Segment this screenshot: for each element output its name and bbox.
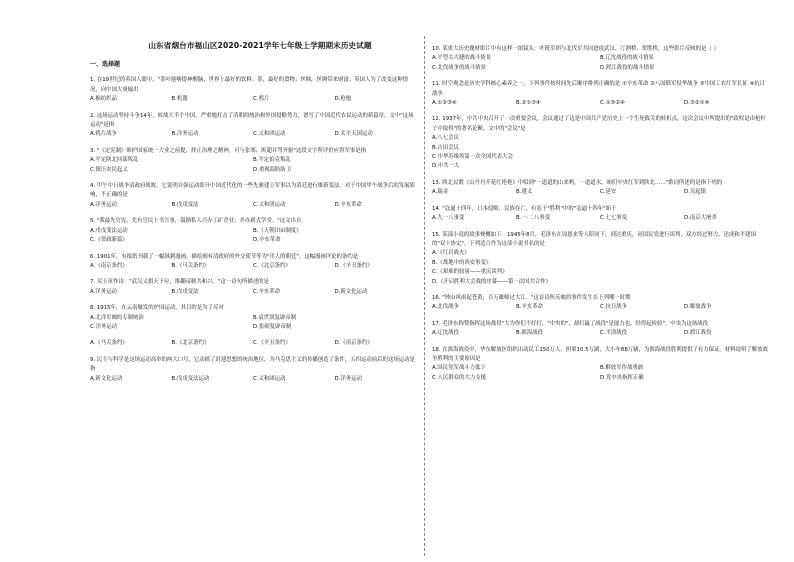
option-group xyxy=(90,339,416,348)
answer-option: C.辛亥革命 xyxy=(253,288,281,295)
answer-option: B.《战地中的西安事变》 xyxy=(432,259,492,266)
question-stem: 4. 甲午中日战争清政府战败，它说明自强运动即开中国近代化的一些先驱建立军事以为清廷进行维新变法。对于中国甲午战争后的发展影响，不正确的是 xyxy=(90,183,415,199)
answer-option: D.《辛丑条约》 xyxy=(334,262,373,269)
question xyxy=(90,253,416,272)
question xyxy=(432,80,768,108)
answer-option: D.洋务运动 xyxy=(334,375,362,382)
answer-option: A.《红岩战火》 xyxy=(432,250,470,257)
answer-option: A.北伐战争 xyxy=(432,304,459,311)
option-group xyxy=(90,201,416,210)
option-group xyxy=(90,375,416,384)
exam-title: 山东省烟台市福山区2020-2021学年七年级上学期期末历史试题 xyxy=(148,41,372,50)
right-column xyxy=(432,38,768,383)
question-stem: 10. 某重大历史题材影片中有这样一组镜头：叶挺军团与北伐军共同进攻武汉、汀泗桥、贺胜桥，这些影片反映的是（ ） xyxy=(432,46,719,52)
answer-option: C.洋务运动 xyxy=(90,323,118,330)
question xyxy=(432,205,768,224)
answer-option: C.义和团运动 xyxy=(253,201,286,208)
option-group xyxy=(432,54,768,73)
question-stem: 5. "我最先官宪，先有官民上书言事，鼓励私人兴办工矿企业；并办新式学堂。"这文出自 xyxy=(90,218,302,225)
question-stem: 2. 这场运动坚持斗争14年，转战大半个中国，严重地打击了清朝的统治和外国侵略势力，谱写了中国近代农民运动的新篇章。文中"这场运动"是指 xyxy=(90,112,414,129)
answer-option: D.《开启胜利大会战的序幕——第一次国共合作》 xyxy=(432,278,552,285)
answer-option: C.抗日战争 xyxy=(600,304,628,311)
answer-option: A.《马关条约》 xyxy=(90,340,128,347)
answer-option: D.辛亥革命 xyxy=(334,201,362,208)
answer-option: B.《马关条约》 xyxy=(171,262,210,269)
answer-option: C.《北京条约》 xyxy=(253,262,291,269)
question xyxy=(90,304,416,332)
answer-option: A.《南京条约》 xyxy=(90,262,128,269)
question xyxy=(90,112,416,140)
answer-option: D.解放战争 xyxy=(684,304,712,311)
answer-option: A.戊戌变法运动 xyxy=(90,227,128,234)
answer-option: B.②①③④ xyxy=(516,100,541,107)
answer-option: D.③②①④ xyxy=(684,100,710,107)
answer-option: A.瑞金 xyxy=(432,189,449,196)
answer-option: B.《天朝田亩制度》 xyxy=(253,227,302,234)
answer-option: C.鸦片 xyxy=(253,96,270,103)
answer-option: A.平定陕北回部叛乱 xyxy=(90,157,139,164)
answer-option: B.戊戌变法 xyxy=(171,201,199,208)
answer-option: A.棉纺织品 xyxy=(90,96,117,103)
answer-option: B.遵义 xyxy=(516,189,533,196)
answer-option: D.渡江战役 xyxy=(684,330,712,337)
answer-option: B.洋务运动 xyxy=(171,131,199,138)
answer-option: B.戊戌变法运动 xyxy=(171,375,210,382)
question xyxy=(432,179,768,198)
answer-option: C.《辛丑条约》 xyxy=(253,340,291,347)
question-stem: 13. 陕北民歌《山丹丹开花红艳艳》中唱到"一道道的山来哟，一道道水，咱们中央红军到陕北……"歌词所述的是指下列的 xyxy=(432,179,723,186)
answer-option: C.七七事变 xyxy=(600,215,628,222)
question xyxy=(90,147,416,175)
question xyxy=(432,45,768,73)
answer-option: D.辛亥革命 xyxy=(253,237,281,244)
answer-option: C.义和团运动 xyxy=(253,131,286,138)
question-stem: 14. "寇逼十四年，日本侵略，民族存亡，有寇于"胜利"中的"寇逼十四年"始于 xyxy=(432,205,617,212)
question xyxy=(90,278,416,297)
question xyxy=(432,320,768,339)
answer-option: D.新文化运动 xyxy=(334,288,368,295)
answer-option: C.义和团运动 xyxy=(253,375,286,382)
option-group xyxy=(432,99,768,108)
question xyxy=(90,356,416,384)
question-stem: 12. 1937年，中共中央召开了一次重要会议，会议通过了这是中国共产党历史上一个生死攸关的转折点，这次会议中所提出的"政权是由枪杆子中取得"的著名论断，文中的"会议"是 xyxy=(432,116,766,132)
question xyxy=(432,115,768,171)
section-heading: 一、选择题 xyxy=(90,61,121,68)
question-stem: 16. "钟山风雨起苍黄，百万雄师过大江。"这首诗所反映的事件发生在下列哪一时期 xyxy=(432,294,631,301)
answer-option: A.北洋军阀的专制统治 xyxy=(90,314,144,321)
answer-option: A.鸦片战争 xyxy=(90,131,117,138)
question xyxy=(90,76,416,104)
answer-option: B.机器 xyxy=(171,96,188,103)
answer-option: B.古田会议 xyxy=(432,144,459,151)
answer-option: A.洋务运动 xyxy=(90,288,117,295)
option-group xyxy=(432,329,768,338)
answer-option: B.戊戌变法 xyxy=(171,288,199,295)
answer-option: A.新文化运动 xyxy=(90,375,123,382)
option-group xyxy=(432,249,768,287)
question-stem: 7. 吴玉章作诗："武汉义旗天下应，推翻帝制共和兴。"这一诗句所描述的是 xyxy=(90,279,269,286)
option-group xyxy=(90,262,416,271)
question xyxy=(90,182,416,210)
answer-option: D.吴起镇 xyxy=(684,189,707,196)
question xyxy=(90,217,416,245)
answer-option: A.八七会议 xyxy=(432,135,459,142)
answer-option: B.一·二八事变 xyxy=(516,215,551,222)
question xyxy=(90,339,416,348)
question-stem: 11. 时空观念是历史学科核心素养之一，下列事件按时间先后顺序排列正确的是 ①辛亥革命 ②八国联军侵华战争 ③中国工农红军长征 ④抗日战争 xyxy=(432,81,765,97)
answer-option: D.太平天国运动 xyxy=(334,131,373,138)
answer-option: D.南京大屠杀 xyxy=(684,215,717,222)
answer-option: C.人民群众的大力支援 xyxy=(432,374,486,381)
column-divider xyxy=(424,36,425,556)
answer-option: A.洋务运动 xyxy=(90,201,117,208)
question-stem: 6. 1901年，有报纸刊载了一幅讽刺漫画，描绘刻有清政府的外交使节等为"洋人的朝廷"。这幅漫画评论的条约是 xyxy=(90,253,359,260)
question xyxy=(432,294,768,313)
question xyxy=(432,346,768,384)
question-list-left xyxy=(90,76,416,384)
question-stem: 3. "《定宪制》维护国家统一大业之前提，择正治理之精神，可与张骞、班超并驾齐驱"这段文字所评价应得军事是指 xyxy=(90,147,366,154)
option-group xyxy=(432,303,768,312)
question-stem: 18. 在淮海战役中，华东解放区组织出动民工150万人，担架10.5万副，大小车88万辆，为淮海战役胜利提供了有力保证。材料说明了解放战争胜利的主要原因是 xyxy=(432,346,768,362)
answer-option: B.《北京条约》 xyxy=(171,340,210,347)
answer-option: C.《资政新篇》 xyxy=(90,237,128,244)
answer-option: D.渡江战役的战斗情景 xyxy=(600,64,655,71)
answer-option: B.辛亥革命 xyxy=(516,304,543,311)
answer-option: C.北伐战争的战斗情景 xyxy=(432,64,486,71)
answer-option: A.辽沈战役 xyxy=(432,330,459,337)
question-stem: 8. 1915年，在云南爆发的护国运动，其目的是为了反对 xyxy=(90,305,224,312)
answer-option: C.延安 xyxy=(600,189,617,196)
option-group xyxy=(432,364,768,383)
answer-option: C.平津战役 xyxy=(600,330,628,337)
answer-option: B.淮海战役 xyxy=(516,330,543,337)
answer-option: D.枪炮 xyxy=(334,96,352,103)
answer-option: C.镇压农民起义 xyxy=(90,166,128,173)
option-group xyxy=(432,134,768,172)
option-group xyxy=(90,288,416,297)
question-stem: 15. 某部小说的故事梗概如下：1945年8月，毛泽东在周恩来等人陪同下，到达重庆，同国民党进行谈判，双方经过努力，达成和平建国的"双十协定"。下列适合作为这部小说书名的是 xyxy=(432,231,756,247)
option-group xyxy=(90,95,416,104)
option-group xyxy=(90,130,416,139)
answer-option: C.①③②④ xyxy=(600,100,625,107)
question-list-right xyxy=(432,45,768,383)
answer-option: D.《南京条约》 xyxy=(334,340,373,347)
option-group xyxy=(432,188,768,197)
answer-option: B.辽沈战役的战斗情景 xyxy=(600,55,654,62)
answer-option: B.解放军作战勇敢 xyxy=(600,365,644,372)
answer-option: D.党中央指挥正确 xyxy=(600,374,644,381)
option-group xyxy=(90,156,416,175)
answer-option: A.九一八事变 xyxy=(432,215,465,222)
answer-option: B.袁世凯复辟帝制 xyxy=(253,314,297,321)
answer-option: C.中华苏维埃第一次全国代表大会 xyxy=(432,154,513,161)
question xyxy=(432,231,768,287)
answer-option: A.国民党军战斗力低下 xyxy=(432,365,486,372)
option-group xyxy=(90,227,416,246)
answer-option: D.重视海防防卫 xyxy=(253,166,292,173)
question-stem: 17. 毛泽东称赞指挥这场战役"大为你们不好打，"中央的"，却打赢了战役"是能力也，经得起检验"。中央为这场战役 xyxy=(432,320,709,327)
answer-option: A.平型关大捷的战斗情景 xyxy=(432,55,492,62)
answer-option: D.张勋复辟帝制 xyxy=(253,323,292,330)
question-stem: 1. 在19世纪的英国人眼中，"茶叶能够提神醒脑，世界上最好的饮料；茶，最好的食物；丝绸，丝绸带来财富；英国人为了改变这种情况，向中国大量输出 xyxy=(90,77,409,93)
answer-option: B.平定伯克叛乱 xyxy=(253,157,291,164)
question-stem: 9. 民主与科学是这场运动高举的两大口号，它动摇了封建思想的统治地位，为马克思主义的传播创造了条件，五四运动前后的这场运动是指 xyxy=(90,356,415,373)
option-group xyxy=(432,214,768,223)
answer-option: D.中共一大 xyxy=(432,163,460,170)
answer-option: A.①②③④ xyxy=(432,100,457,107)
left-column xyxy=(90,54,416,384)
answer-option: C.《艰难的较量——重庆谈判》 xyxy=(432,269,508,276)
option-group xyxy=(90,314,416,333)
